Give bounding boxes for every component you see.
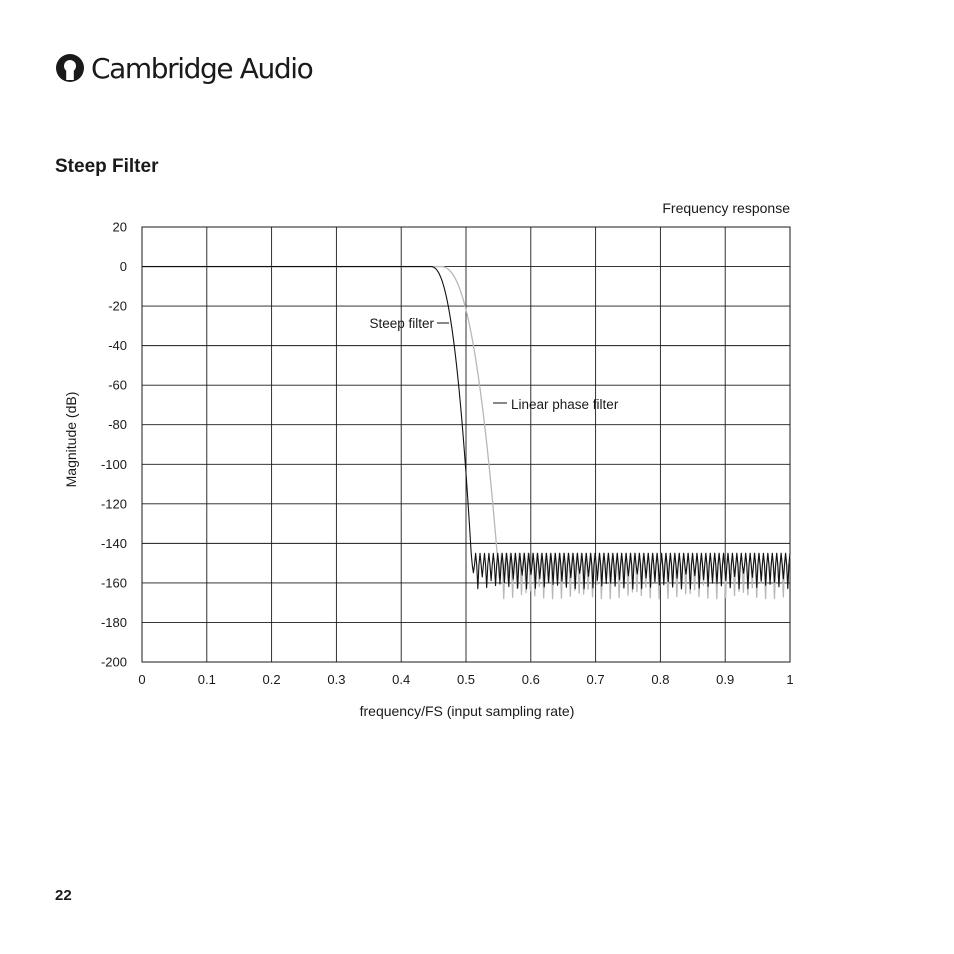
x-tick-label: 0.2 [262,672,281,687]
x-tick-label: 0.6 [521,672,540,687]
x-tick-label: 0.1 [197,672,216,687]
y-tick-label: -180 [100,614,127,630]
chart-title: Frequency response [662,200,790,216]
x-tick-label: 0.8 [651,672,670,687]
y-tick-label: -100 [100,456,127,472]
y-tick-label: -40 [108,338,127,354]
x-tick-label: 0.3 [327,672,346,687]
x-tick-label: 1 [786,672,794,687]
y-tick-label: -140 [100,535,127,551]
y-tick-label: 20 [112,219,127,235]
section-title: Steep Filter [55,156,159,177]
y-axis-label: Magnitude (dB) [63,391,79,488]
page-number: 22 [55,887,72,904]
y-tick-label: -160 [100,575,127,591]
y-tick-label: -120 [100,496,127,512]
y-tick-label: -60 [108,377,127,393]
y-tick-label: -20 [108,298,127,314]
x-tick-label: 0.5 [456,672,476,687]
annotation-linear-phase-filter: Linear phase filter [511,397,619,412]
x-tick-label: 0.9 [716,672,735,687]
brand-name: Cambridge Audio [91,51,313,85]
y-tick-label: -200 [100,654,127,670]
x-tick-label: 0.4 [392,672,411,687]
x-axis-label: frequency/FS (input sampling rate) [359,703,575,719]
x-tick-label: 0.7 [586,672,605,687]
x-tick-label: 0 [138,672,146,687]
y-tick-label: -80 [108,417,127,433]
y-tick-label: 0 [119,259,127,275]
annotation-steep-filter: Steep filter [369,316,434,331]
